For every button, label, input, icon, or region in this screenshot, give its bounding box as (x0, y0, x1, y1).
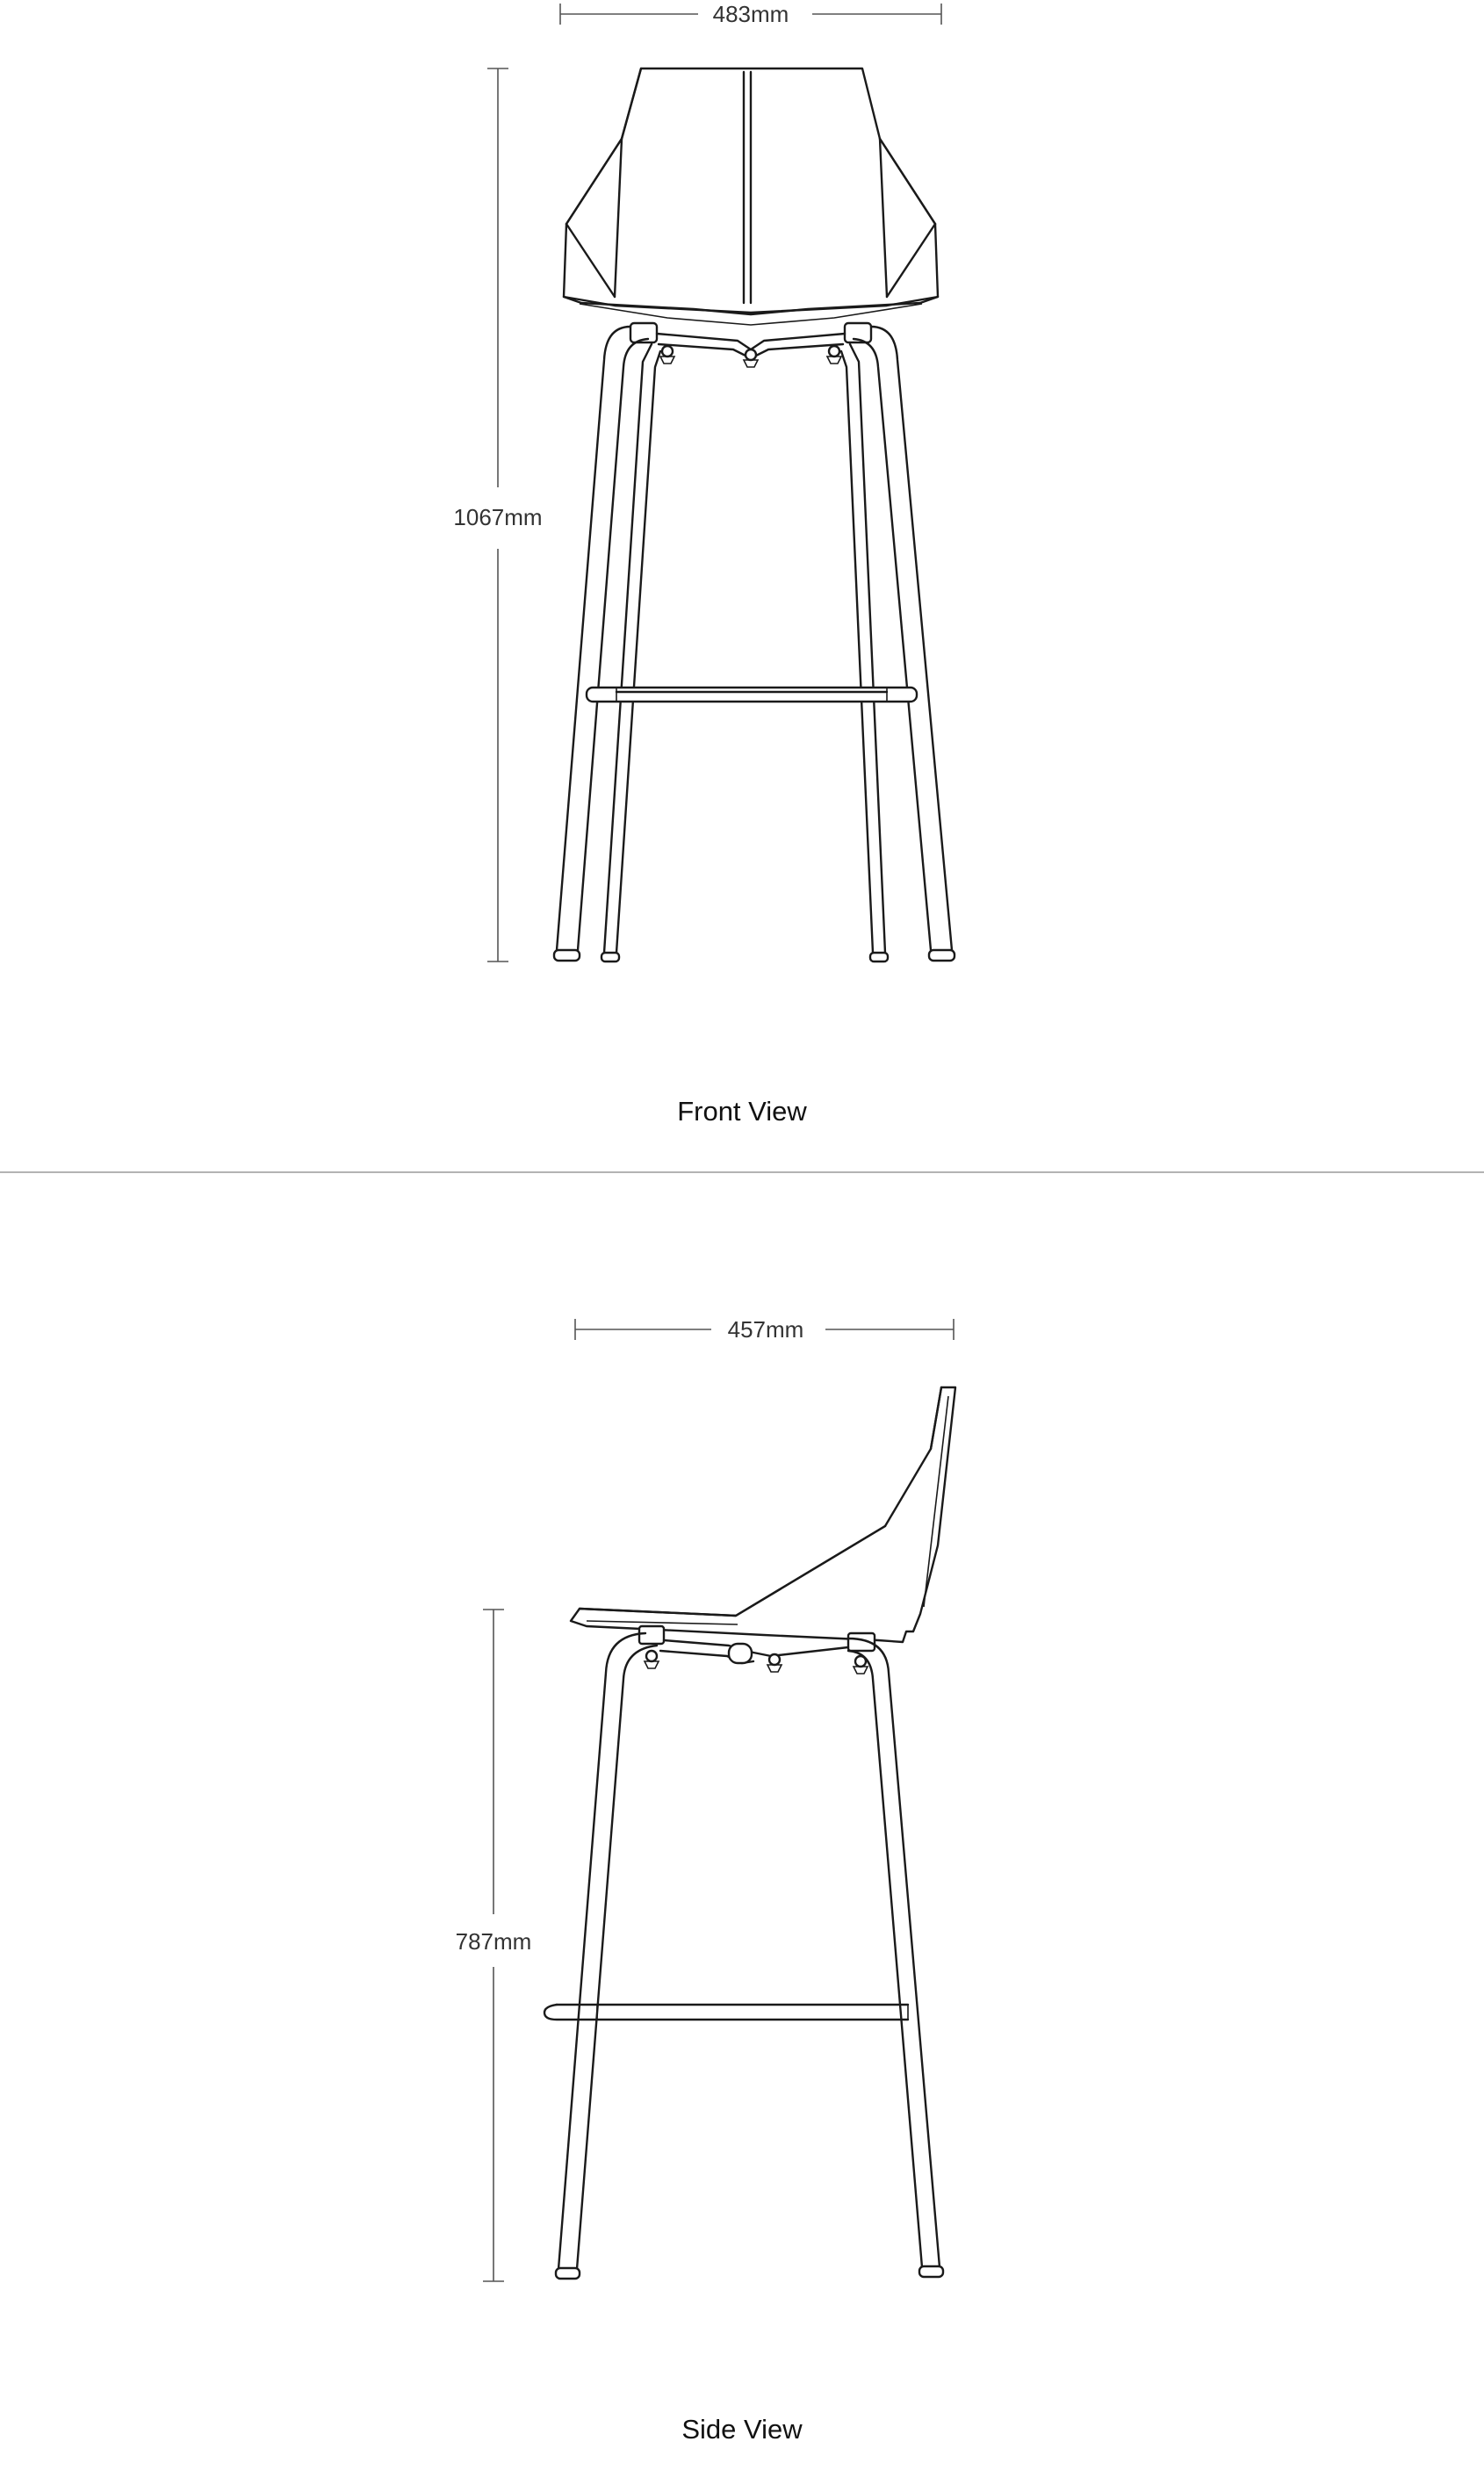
side-view (456, 1316, 955, 2445)
front-height-label: 1067mm (453, 504, 543, 530)
side-footrest (544, 2005, 908, 2020)
front-seat-bracket (630, 323, 871, 367)
side-seat-bracket (639, 1626, 875, 1674)
front-seat-shell (564, 68, 938, 325)
front-width-label: 483mm (712, 1, 789, 27)
side-view-caption: Side View (681, 2414, 803, 2445)
front-footrest (587, 688, 917, 702)
side-height-dimension (456, 1610, 532, 2281)
front-view (453, 1, 955, 1127)
side-height-label: 787mm (455, 1928, 532, 1955)
front-width-dimension (560, 1, 941, 27)
side-depth-dimension (575, 1316, 954, 1343)
front-legs (554, 327, 955, 962)
side-legs (556, 1633, 943, 2279)
front-view-caption: Front View (677, 1096, 807, 1127)
side-seat-shell (571, 1387, 955, 1642)
front-height-dimension (453, 68, 542, 962)
side-depth-label: 457mm (727, 1316, 804, 1343)
